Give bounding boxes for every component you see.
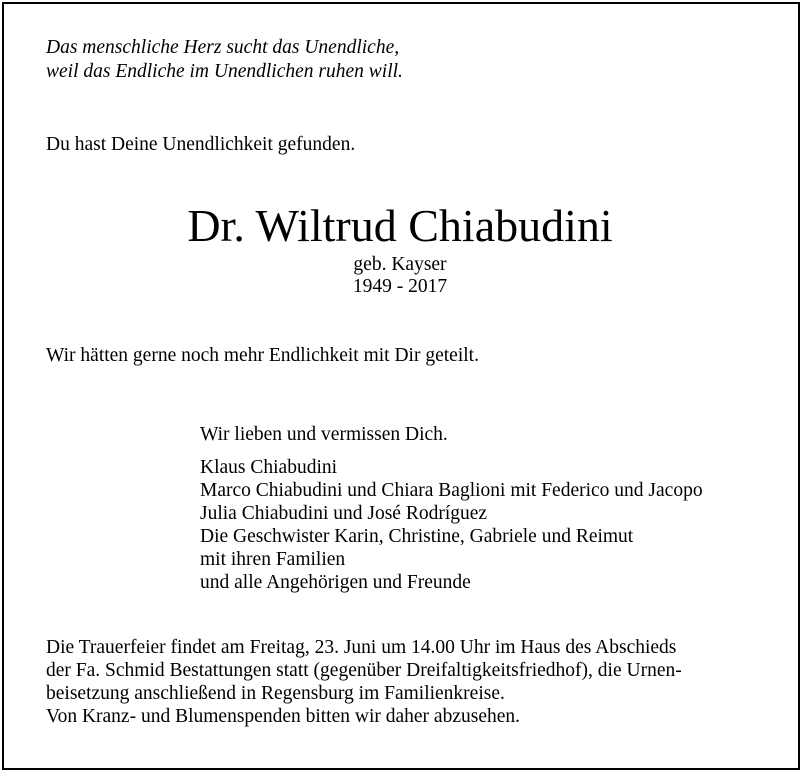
funeral-line: der Fa. Schmid Bestattungen statt (gegenüber Dreifaltigkeitsfriedhof), die Urnen- [46,660,682,681]
mourner-name: Die Geschwister Karin, Christine, Gabriele und Reimut [200,526,634,547]
mourner-name: mit ihren Familien [200,549,346,570]
funeral-line: Von Kranz- und Blumenspenden bitten wir daher abzusehen. [46,706,521,727]
motto-line: weil das Endliche im Unendlichen ruhen will. [46,61,403,82]
life-years: 1949 - 2017 [352,276,448,297]
mourner-name: Klaus Chiabudini [200,457,338,478]
found-line: Du hast Deine Unendlichkeit gefunden. [46,134,356,155]
motto-line: Das menschliche Herz sucht das Unendliche, [46,37,400,58]
mourner-name: Marco Chiabudini und Chiara Baglioni mit Federico und Jacopo [200,480,703,501]
mourner-name: und alle Angehörigen und Freunde [200,572,471,593]
funeral-notice [46,636,682,728]
shared-line: Wir hätten gerne noch mehr Endlichkeit mit Dir geteilt. [46,345,479,366]
motto-quote [46,36,403,84]
mourners-list [200,456,703,594]
funeral-line: beisetzung anschließend in Regensburg im Familienkreise. [46,683,505,704]
mourners-intro: Wir lieben und vermissen Dich. [200,424,448,445]
maiden-name: geb. Kayser [353,254,447,275]
funeral-line: Die Trauerfeier findet am Freitag, 23. Juni um 14.00 Uhr im Haus des Abschieds [46,637,677,658]
mourner-name: Julia Chiabudini und José Rodríguez [200,503,488,524]
deceased-name: Dr. Wiltrud Chiabudini [187,200,613,251]
mourners-block [200,423,703,594]
